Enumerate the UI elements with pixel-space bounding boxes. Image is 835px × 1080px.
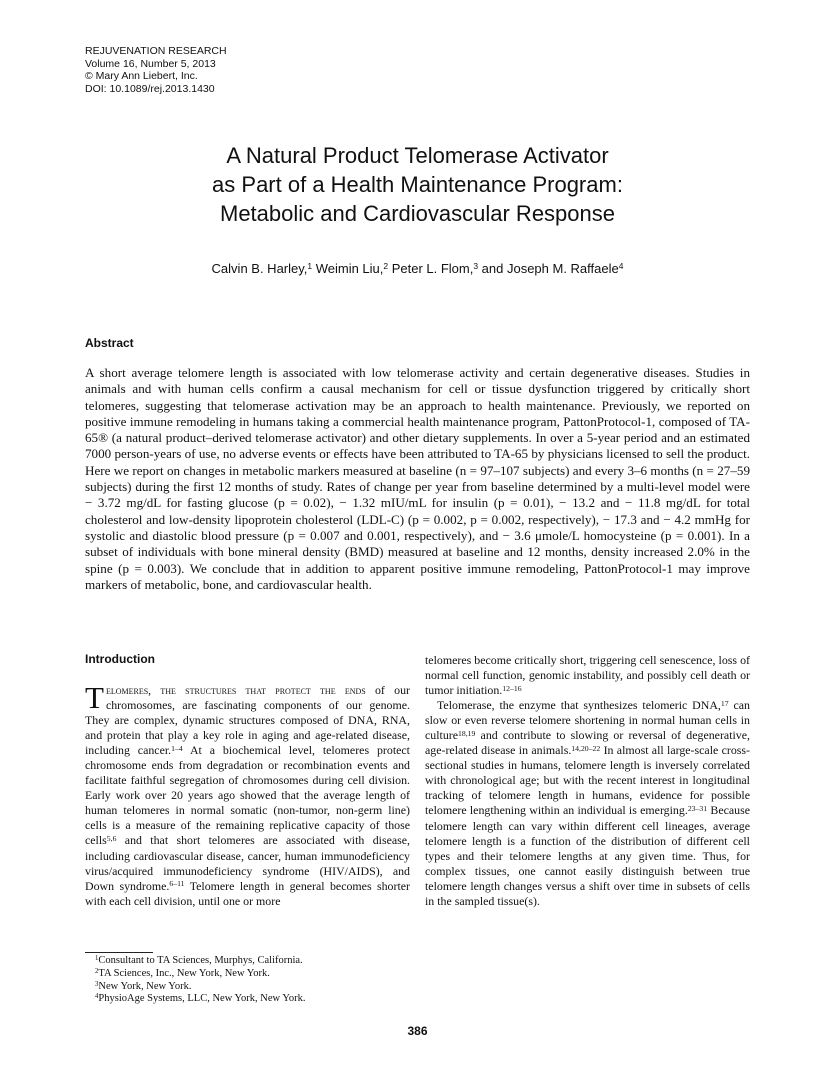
citation-marker: 18,19	[458, 728, 476, 738]
author-affiliation-marker: 2	[383, 261, 389, 272]
footnote	[95, 968, 306, 981]
author-name: Peter L. Flom,	[388, 261, 474, 276]
abstract-text: A short average telomere length is associated with low telomerase activity and certain degenerative diseases. Studies in animals and with human cells confirm a causal mechanism for cell or tissue dysfunction triggered by critically short telomeres, suggesting that telomerase activation may be an approach to health maintenance. Previously, we reported on positive immune remodeling in humans taking a commercial health maintenance program, PattonProtocol-1, composed of TA-65® (a natural product–derived telomerase activator) and other dietary supplements. In over a 5-year period and an estimated 7000 person-years of use, no adverse events or effects have been attributed to TA-65 by physicians licensed to sell the product. Here we report on changes in metabolic markers measured at baseline (n = 97–107 subjects) and every 3–6 months (n = 27–59 subjects) during the first 12 months of study. Rates of change per year from baseline determined by a multi-level model were − 3.72 mg/dL for fasting glucose (p = 0.02), − 1.32 mIU/mL for insulin (p = 0.01), − 13.2 and − 11.8 mg/dL for total cholesterol and low-density lipoprotein cholesterol (LDL-C) (p = 0.002, p = 0.002, respectively), − 17.3 and − 4.2 mmHg for systolic and diastolic blood pressure (p = 0.007 and 0.001, respectively), and − 3.6 μmole/L homocysteine (p = 0.001). In a subset of individuals with bone mineral density (BMD) measured at baseline and 12 months, density increased 2.0% in the spine (p = 0.003). We conclude that in addition to apparent positive immune remodeling, PattonProtocol-1 may improve markers of metabolic, bone, and cardiovascular health.	[85, 365, 750, 592]
footnote-divider	[85, 952, 153, 953]
footnote-text: PhysioAge Systems, LLC, New York, New York.	[98, 993, 306, 1005]
journal-header	[85, 45, 227, 95]
footnote-text: New York, New York.	[98, 980, 192, 992]
author-affiliation-marker: 3	[473, 261, 479, 272]
author-affiliation-marker: 1	[307, 261, 313, 272]
citation-marker: 23–31	[687, 804, 708, 813]
footnotes	[95, 955, 306, 1006]
footnote-text: TA Sciences, Inc., New York, New York.	[98, 967, 270, 979]
author-affiliation-marker: 4	[618, 261, 624, 272]
citation-marker: 6–11	[169, 879, 185, 889]
footnote-marker: 2	[95, 967, 99, 975]
journal-copyright: © Mary Ann Liebert, Inc.	[85, 70, 198, 82]
paragraph-text: Telomere length in general becomes shorter with each cell division, until one or more	[85, 878, 411, 908]
paragraph-text: At a biochemical level, telomeres protect chromosome ends from degradation or recombination events and facilitate faithful segregation of chromosomes during cell division. Early work over 20 years ago showed that the average length of human telomeres in normal somatic (non-tumor, non-germ line) cells is a measure of the remaining replicative capacity of those cells	[85, 743, 410, 848]
footnote	[95, 993, 306, 1006]
journal-doi: DOI: 10.1089/rej.2013.1430	[85, 82, 215, 95]
text-column-left	[85, 680, 411, 909]
author-list	[85, 261, 750, 276]
citation-marker: 17	[720, 698, 729, 708]
paragraph-text: of our chromosomes, are fascinating components of our genome. They are complex, dynamic structures composed of DNA, RNA, and protein that play a key role in aging and age-related disease, including cancer.	[85, 683, 410, 758]
body-paragraph	[425, 698, 750, 909]
citation-marker: 14,20–22	[571, 743, 601, 753]
journal-volume: Volume 16, Number 5, 2013	[85, 57, 216, 70]
page-number: 386	[407, 1024, 428, 1038]
citation-marker: 5,6	[106, 834, 117, 843]
title-line-1: A Natural Product Telomerase Activator	[226, 143, 609, 168]
paragraph-text: Because telomere length can vary within different cell lineages, average telomere length is a function of the distribution of different cell types and their telomere lengths at any given time. Thus, for complex tissues, one cannot easily distinguish between true telomere length changes versus a shift over time in subsets of cells in the sampled tissue(s).	[425, 803, 750, 908]
paragraph-text: In almost all large-scale cross-sectional studies in humans, telomere length is inversely correlated with chronological age; but with the recent interest in longitudinal tracking of telomere length in humans, evidence for possible telomere lengthening within an individual is emerging.	[425, 743, 750, 818]
title-line-2: as Part of a Health Maintenance Program:	[212, 172, 623, 197]
footnote-marker: 3	[95, 980, 99, 988]
footnote-text: Consultant to TA Sciences, Murphys, California.	[98, 955, 303, 966]
citation-marker: 1–4	[171, 743, 183, 753]
footnote	[95, 955, 306, 968]
paragraph-text: telomeres become critically short, triggering cell senescence, loss of normal cell function, genomic instability, and possibly cell death or tumor initiation.	[425, 653, 750, 698]
footnote-marker: 4	[95, 993, 99, 1001]
author-name: and Joseph M. Raffaele	[478, 261, 619, 276]
title-line-3: Metabolic and Cardiovascular Response	[220, 201, 615, 226]
footnote	[95, 981, 306, 994]
lead-in-small-caps: elomeres, the structures that protect the ends	[105, 683, 366, 697]
article-title	[100, 141, 735, 228]
drop-cap: T	[85, 680, 104, 715]
paragraph-text: can slow or even reverse telomere shortening in normal human cells in culture	[425, 698, 750, 743]
author-name: Weimin Liu,	[312, 261, 384, 276]
paragraph-text: and that short telomeres are associated with disease, including cardiovascular disease, cancer, human immunodeficiency virus/acquired immunodeficiency syndrome (HIV/AIDS), and Down syndrome.	[85, 833, 410, 893]
paragraph-text: and contribute to slowing or reversal of degenerative, age-related disease in animals.	[425, 728, 750, 758]
citation-marker: 12–16	[502, 683, 522, 693]
introduction-heading: Introduction	[85, 652, 155, 666]
body-paragraph	[425, 653, 750, 698]
author-name: Calvin B. Harley,	[211, 261, 308, 276]
footnote-marker: 1	[95, 954, 99, 962]
journal-name: REJUVENATION RESEARCH	[85, 45, 227, 57]
body-paragraph	[85, 680, 411, 909]
abstract-heading: Abstract	[85, 336, 134, 350]
paragraph-text: Telomerase, the enzyme that synthesizes telomeric DNA,	[437, 698, 721, 713]
text-column-right	[425, 653, 750, 909]
